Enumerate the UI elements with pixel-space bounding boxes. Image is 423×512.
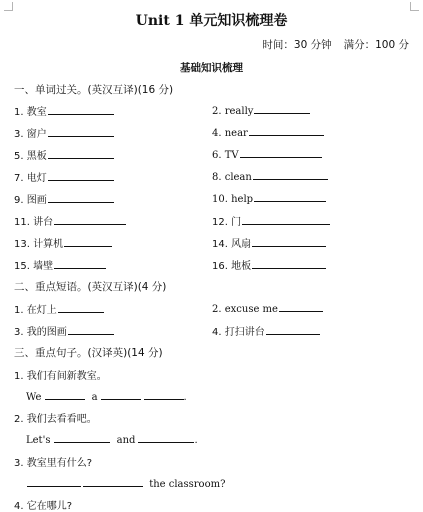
vocab-item: 9. 图画 (14, 191, 114, 206)
answer-blank[interactable] (240, 147, 322, 158)
answer-blank[interactable] (144, 389, 184, 400)
answer-blank[interactable] (101, 389, 141, 400)
phrase-item: 2. excuse me (212, 301, 323, 315)
answer-blank[interactable] (279, 301, 323, 312)
vocab-item: 13. 计算机 (14, 235, 112, 250)
answer-blank[interactable] (253, 169, 328, 180)
full-score: 满分：100 分 (343, 39, 409, 51)
answer-blank[interactable] (54, 214, 126, 225)
vocab-item: 11. 讲台 (14, 213, 126, 228)
answer-blank[interactable] (64, 236, 112, 247)
phrase-item: 3. 我的图画 (14, 323, 114, 338)
answer-blank[interactable] (266, 324, 320, 335)
answer-blank[interactable] (48, 126, 114, 137)
time-limit: 时间：30 分钟 (262, 39, 332, 51)
section-subtitle: 基础知识梳理 (180, 62, 243, 74)
page-title: Unit 1 单元知识梳理卷 (135, 13, 288, 29)
vocab-item: 15. 墙壁 (14, 257, 106, 272)
sentence-answer-line: Let's and . (26, 432, 198, 446)
sentence-prompt: 3. 教室里有什么? (14, 458, 93, 469)
answer-blank[interactable] (68, 324, 114, 335)
answer-blank[interactable] (54, 432, 110, 443)
vocab-item: 1. 教室 (14, 103, 114, 118)
answer-blank[interactable] (252, 258, 326, 269)
vocab-item: 6. TV (212, 147, 322, 161)
answer-blank[interactable] (48, 148, 114, 159)
sentence-prompt: 1. 我们有间新教室。 (14, 371, 107, 382)
answer-blank[interactable] (254, 191, 326, 202)
answer-blank[interactable] (58, 302, 104, 313)
vocab-item: 3. 窗户 (14, 125, 114, 140)
section-3-heading: 三、重点句子。(汉译英)(14 分) (14, 347, 163, 359)
answer-blank[interactable] (138, 432, 194, 443)
sentence-prompt: 4. 它在哪儿? (14, 501, 73, 512)
answer-blank[interactable] (45, 389, 85, 400)
vocab-item: 4. near (212, 125, 324, 139)
phrase-item: 4. 打扫讲台 (212, 323, 320, 338)
sentence-answer-line: We a . (26, 389, 187, 403)
exam-meta (250, 37, 409, 52)
vocab-item: 14. 风扇 (212, 235, 326, 250)
answer-blank[interactable] (48, 170, 114, 181)
sentence-prompt: 2. 我们去看看吧。 (14, 414, 97, 425)
sentence-answer-line: the classroom? (26, 476, 225, 490)
vocab-item: 5. 黑板 (14, 147, 114, 162)
answer-blank[interactable] (83, 476, 143, 487)
answer-blank[interactable] (48, 192, 114, 203)
vocab-item: 7. 电灯 (14, 169, 114, 184)
vocab-item: 16. 地板 (212, 257, 326, 272)
vocab-item: 2. really (212, 103, 310, 117)
section-2-heading: 二、重点短语。(英汉互译)(4 分) (14, 281, 167, 293)
answer-blank[interactable] (27, 476, 81, 487)
answer-blank[interactable] (252, 236, 326, 247)
answer-blank[interactable] (249, 125, 324, 136)
phrase-item: 1. 在灯上 (14, 301, 104, 316)
vocab-item: 12. 门 (212, 213, 330, 228)
answer-blank[interactable] (54, 258, 106, 269)
answer-blank[interactable] (254, 103, 310, 114)
vocab-item: 8. clean (212, 169, 328, 183)
answer-blank[interactable] (242, 214, 330, 225)
section-1-heading: 一、单词过关。(英汉互译)(16 分) (14, 84, 174, 96)
vocab-item: 10. help (212, 191, 326, 205)
answer-blank[interactable] (48, 104, 114, 115)
